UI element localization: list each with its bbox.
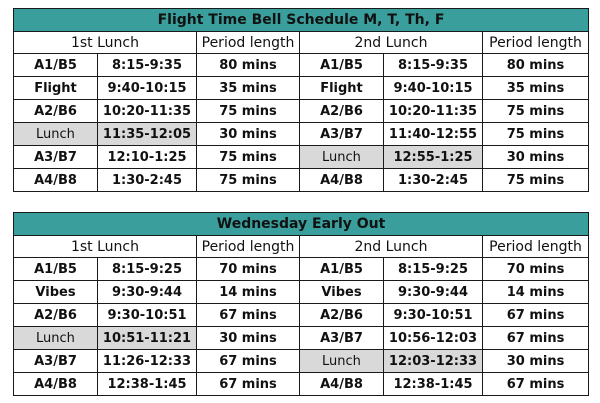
table-row (14, 258, 589, 281)
table-row (14, 304, 589, 327)
period-time: 12:10-1:25 (98, 146, 197, 169)
table-row (14, 146, 589, 169)
period-name: A3/B7 (300, 327, 384, 350)
period-name: A2/B6 (300, 304, 384, 327)
period-length: 67 mins (483, 373, 589, 396)
period-name: A1/B5 (14, 54, 98, 77)
period-name: A4/B8 (14, 169, 98, 192)
period-time: 11:40-12:55 (384, 123, 483, 146)
table-row (14, 373, 589, 396)
period-name: Flight (300, 77, 384, 100)
period-name: A4/B8 (300, 373, 384, 396)
table-row (14, 327, 589, 350)
period-length: 14 mins (483, 281, 589, 304)
period-name: A4/B8 (14, 373, 98, 396)
period-time: 9:30-10:51 (384, 304, 483, 327)
lunch-period-time: 12:55-1:25 (384, 146, 483, 169)
period-length: 30 mins (483, 146, 589, 169)
period-length: 30 mins (483, 350, 589, 373)
period-length: 70 mins (483, 258, 589, 281)
period-length: 80 mins (483, 54, 589, 77)
period-time: 12:38-1:45 (384, 373, 483, 396)
period-name: A3/B7 (14, 146, 98, 169)
period-time: 8:15-9:35 (98, 54, 197, 77)
period-time: 10:20-11:35 (98, 100, 197, 123)
period-time: 1:30-2:45 (98, 169, 197, 192)
table-row (14, 100, 589, 123)
period-length: 35 mins (483, 77, 589, 100)
period-name: Vibes (300, 281, 384, 304)
period-length: 67 mins (483, 304, 589, 327)
period-name: Vibes (14, 281, 98, 304)
period-length-header: Period length (197, 32, 300, 54)
period-time: 9:30-10:51 (98, 304, 197, 327)
lunch-period-time: 12:03-12:33 (384, 350, 483, 373)
period-length: 75 mins (483, 169, 589, 192)
period-time: 10:56-12:03 (384, 327, 483, 350)
period-time: 8:15-9:25 (98, 258, 197, 281)
period-name: A4/B8 (300, 169, 384, 192)
period-name: Flight (14, 77, 98, 100)
period-length: 75 mins (197, 100, 300, 123)
period-length: 67 mins (197, 304, 300, 327)
period-name: A3/B7 (14, 350, 98, 373)
table-row (14, 77, 589, 100)
period-length: 75 mins (197, 146, 300, 169)
period-time: 9:40-10:15 (98, 77, 197, 100)
period-length: 30 mins (197, 123, 300, 146)
second-lunch-header: 2nd Lunch (300, 32, 483, 54)
period-length: 75 mins (483, 100, 589, 123)
period-length-header: Period length (197, 236, 300, 258)
period-length: 80 mins (197, 54, 300, 77)
period-time: 9:30-9:44 (98, 281, 197, 304)
period-name: A2/B6 (14, 304, 98, 327)
period-length: 75 mins (197, 169, 300, 192)
period-name: A2/B6 (300, 100, 384, 123)
second-lunch-header: 2nd Lunch (300, 236, 483, 258)
period-length: 35 mins (197, 77, 300, 100)
period-time: 10:20-11:35 (384, 100, 483, 123)
table-row (14, 54, 589, 77)
period-length: 75 mins (483, 123, 589, 146)
table-row (14, 350, 589, 373)
lunch-period-name: Lunch (14, 123, 98, 146)
period-time: 9:40-10:15 (384, 77, 483, 100)
period-time: 8:15-9:35 (384, 54, 483, 77)
period-name: A1/B5 (300, 54, 384, 77)
table-row (14, 169, 589, 192)
lunch-period-time: 11:35-12:05 (98, 123, 197, 146)
period-length: 14 mins (197, 281, 300, 304)
first-lunch-header: 1st Lunch (14, 32, 197, 54)
schedule-table-regular (13, 8, 589, 192)
period-name: A2/B6 (14, 100, 98, 123)
period-time: 9:30-9:44 (384, 281, 483, 304)
lunch-period-time: 10:51-11:21 (98, 327, 197, 350)
period-time: 11:26-12:33 (98, 350, 197, 373)
lunch-period-name: Lunch (300, 146, 384, 169)
period-length: 67 mins (197, 350, 300, 373)
period-name: A1/B5 (300, 258, 384, 281)
period-length-header: Period length (483, 236, 589, 258)
schedule-title: Flight Time Bell Schedule M, T, Th, F (14, 9, 589, 32)
period-time: 8:15-9:25 (384, 258, 483, 281)
table-row (14, 123, 589, 146)
table-row (14, 281, 589, 304)
schedule-title: Wednesday Early Out (14, 213, 589, 236)
lunch-period-name: Lunch (14, 327, 98, 350)
period-name: A1/B5 (14, 258, 98, 281)
period-length: 70 mins (197, 258, 300, 281)
period-length: 30 mins (197, 327, 300, 350)
lunch-period-name: Lunch (300, 350, 384, 373)
first-lunch-header: 1st Lunch (14, 236, 197, 258)
period-time: 12:38-1:45 (98, 373, 197, 396)
schedule-table-wednesday (13, 212, 589, 396)
period-length: 67 mins (483, 327, 589, 350)
period-length: 67 mins (197, 373, 300, 396)
period-name: A3/B7 (300, 123, 384, 146)
period-length-header: Period length (483, 32, 589, 54)
period-time: 1:30-2:45 (384, 169, 483, 192)
